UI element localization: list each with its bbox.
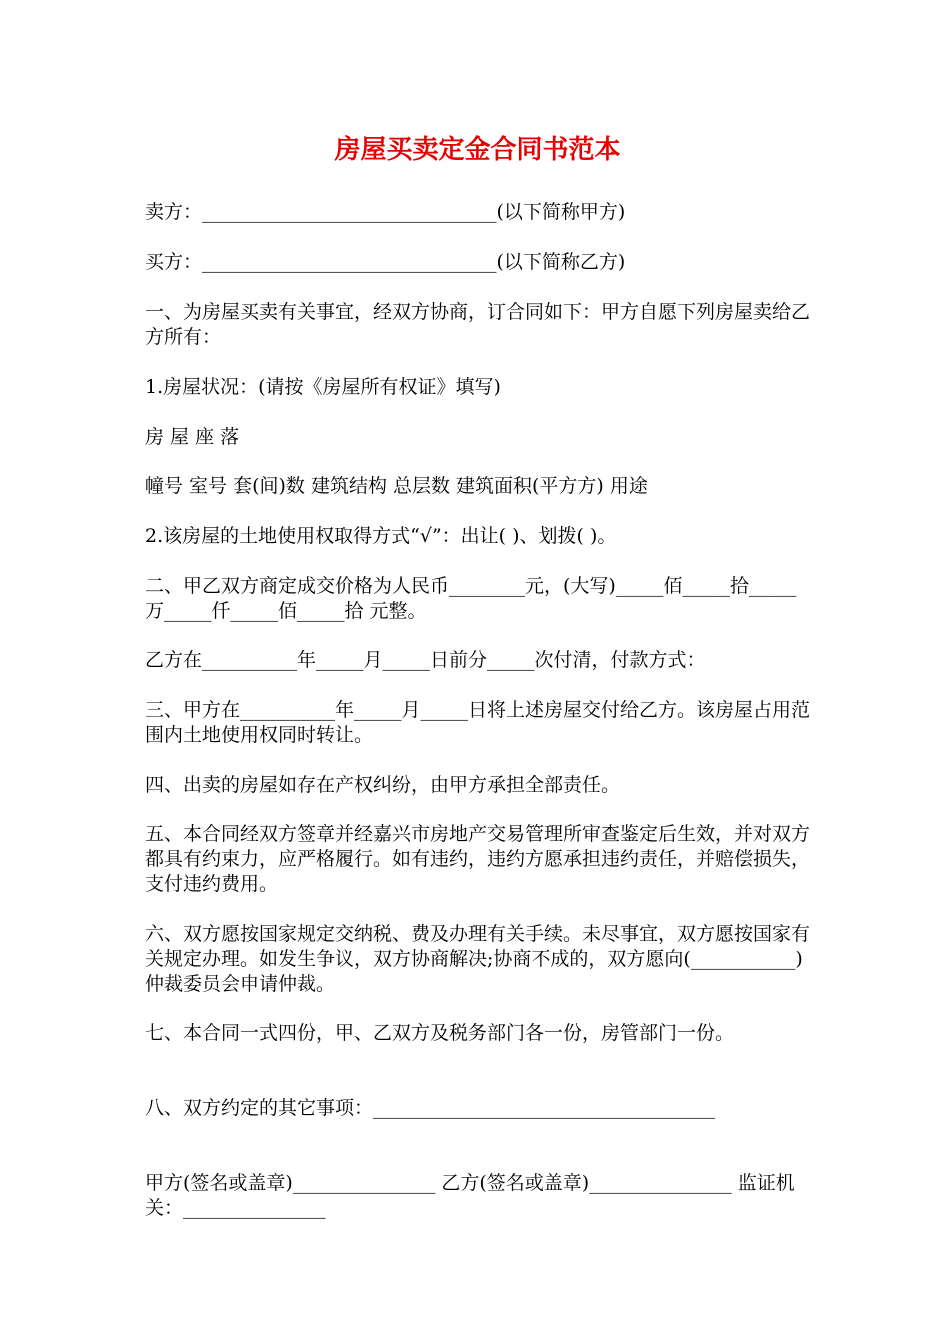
clause-one: 一、为房屋买卖有关事宜，经双方协商，订合同如下：甲方自愿下列房屋卖给乙方所有： bbox=[145, 301, 811, 348]
payment-terms: 乙方在__________年_____月_____日前分_____次付清，付款方式： bbox=[145, 649, 706, 671]
house-attributes: 幢号 室号 套(间)数 建筑结构 总层数 建筑面积(平方方) 用途 bbox=[145, 475, 648, 497]
land-use-rights: 2.该房屋的土地使用权取得方式“√”：出让( )、划拨( )。 bbox=[145, 525, 617, 547]
clause-four-dispute: 四、出卖的房屋如存在产权纠纷，由甲方承担全部责任。 bbox=[145, 774, 621, 796]
signature-block: 甲方(签名或盖章)_______________ 乙方(签名或盖章)_______________ 监证机关：_______________ bbox=[145, 1172, 795, 1219]
clause-six-taxes: 六、双方愿按国家规定交纳税、费及办理有关手续。未尽事宜，双方愿按国家有关规定办理。如发生争议，双方协商解决;协商不成的，双方愿向(___________)仲裁委员会申请仲裁。 bbox=[145, 923, 811, 995]
house-location: 房 屋 座 落 bbox=[145, 426, 240, 448]
seller-line: 卖方：_______________________________(以下简称甲方) bbox=[145, 201, 626, 223]
clause-two-price: 二、甲乙双方商定成交价格为人民币________元，(大写)_____佰_____拾_____万_____仟_____佰_____拾 元整。 bbox=[145, 575, 797, 622]
clause-seven-copies: 七、本合同一式四份，甲、乙双方及税务部门各一份，房管部门一份。 bbox=[145, 1022, 735, 1044]
document-title: 房屋买卖定金合同书范本 bbox=[334, 135, 621, 165]
house-status: 1.房屋状况：(请按《房屋所有权证》填写) bbox=[145, 376, 501, 398]
clause-eight-other: 八、双方约定的其它事项：____________________________________ bbox=[145, 1097, 716, 1119]
clause-three-delivery: 三、甲方在__________年_____月_____日将上述房屋交付给乙方。该房屋占用范围内土地使用权同时转让。 bbox=[145, 699, 811, 746]
clause-five-validity: 五、本合同经双方签章并经嘉兴市房地产交易管理所审查鉴定后生效，并对双方都具有约束力，应严格履行。如有违约，违约方愿承担违约责任，并赔偿损失，支付违约费用。 bbox=[145, 823, 811, 895]
buyer-line: 买方：_______________________________(以下简称乙方) bbox=[145, 251, 626, 273]
